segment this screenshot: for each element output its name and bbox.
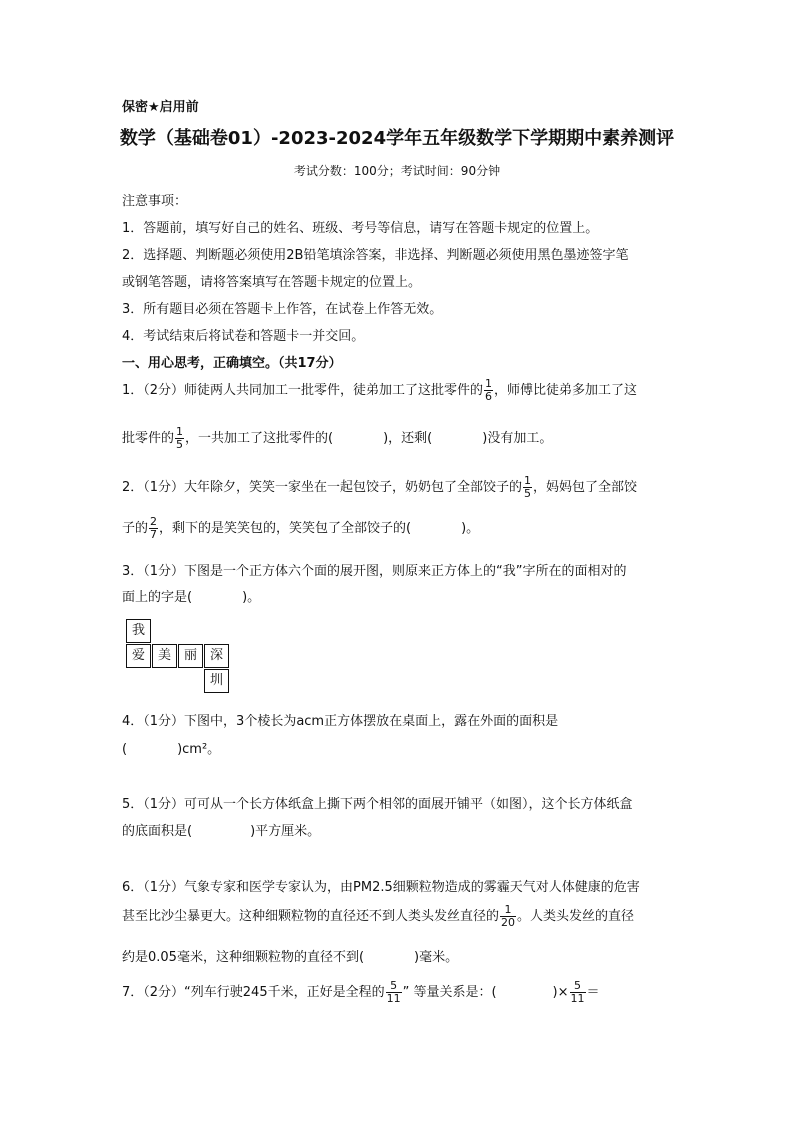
net-face-wo: 我 [126,619,151,643]
section-heading: 一、用心思考，正确填空。（共17分） [122,356,342,371]
question-6-line-2: 甚至比沙尘暴更大。这种细颗粒物的直径还不到人类头发丝直径的 $\frac{1}{20}$ 。人类头发丝的直径 [122,903,635,929]
question-2-line-2: 子的 $\frac{2}{7}$ ，剩下的是笑笑包的，笑笑包了全部饺子的( )。 [122,515,480,541]
net-face-li: 丽 [178,644,203,668]
note-item: 1．答题前，填写好自己的姓名、班级、考号等信息，请写在答题卡规定的位置上。 [122,221,599,236]
question-1-line-1: 1．（2分）师徒两人共同加工一批零件，徒弟加工了这批零件的 $\frac{1}{6}$ ，师傅比徒弟多加工了这 [122,377,638,403]
notes-heading: 注意事项： [122,194,188,209]
question-2-line-1: 2．（1分）大年除夕，笑笑一家坐在一起包饺子，奶奶包了全部饺子的 $\frac{1}{5}$ ，妈妈包了全部饺 [122,474,638,500]
question-4-line-2: ( )cm²。 [122,742,221,757]
net-face-ai: 爱 [126,644,151,668]
note-item: 3．所有题目必须在答题卡上作答，在试卷上作答无效。 [122,302,443,317]
confidential-label: 保密★启用前 [122,100,199,115]
fraction: $\frac{1}{6}$ [485,377,493,403]
question-3-line-1: 3．（1分）下图是一个正方体六个面的展开图，则原来正方体上的“我”字所在的面相对的 [122,564,627,579]
fraction: $\frac{5}{11}$ [386,979,401,1005]
question-3-line-2: 面上的字是( )。 [122,590,261,605]
question-6-line-1: 6．（1分）气象专家和医学专家认为，由PM2.5细颗粒物造成的雾霾天气对人体健康的危害 [122,880,640,895]
note-item: 4．考试结束后将试卷和答题卡一并交回。 [122,329,365,344]
fraction: $\frac{5}{11}$ [570,979,585,1005]
question-1-line-2: 批零件的 $\frac{1}{5}$ ，一共加工了这批零件的( )，还剩( )没有加工。 [122,425,553,451]
exam-title: 数学（基础卷01）-2023-2024学年五年级数学下学期期中素养测评 [119,128,675,149]
question-6-line-3: 约是0.05毫米，这种细颗粒物的直径不到( )毫米。 [122,950,459,965]
net-face-shen: 深 [204,644,229,668]
question-7-line-1: 7．（2分）“列车行驶245千米，正好是全程的 $\frac{5}{11}$ ” 等量关系是：( )× $\frac{5}{11}$ ＝ [122,979,600,1005]
note-item: 2．选择题、判断题必须使用2B铅笔填涂答案，非选择、判断题必须使用黑色墨迹签字笔 [122,248,629,263]
net-face-mei: 美 [152,644,177,668]
fraction: $\frac{1}{20}$ [501,903,516,929]
exam-info: 考试分数：100分；考试时间：90分钟 [293,164,501,178]
question-5-line-1: 5．（1分）可可从一个长方体纸盒上撕下两个相邻的面展开铺平（如图），这个长方体纸盒 [122,797,633,812]
note-item: 或钢笔答题，请将答案填写在答题卡规定的位置上。 [122,275,422,290]
fraction: $\frac{2}{7}$ [150,515,158,541]
question-4-line-1: 4．（1分）下图中，3个棱长为acm正方体摆放在桌面上，露在外面的面积是 [122,714,559,729]
fraction: $\frac{1}{5}$ [524,474,532,500]
question-5-line-2: 的底面积是( )平方厘米。 [122,824,321,839]
net-face-zhen: 圳 [204,669,229,693]
fraction: $\frac{1}{5}$ [176,425,184,451]
